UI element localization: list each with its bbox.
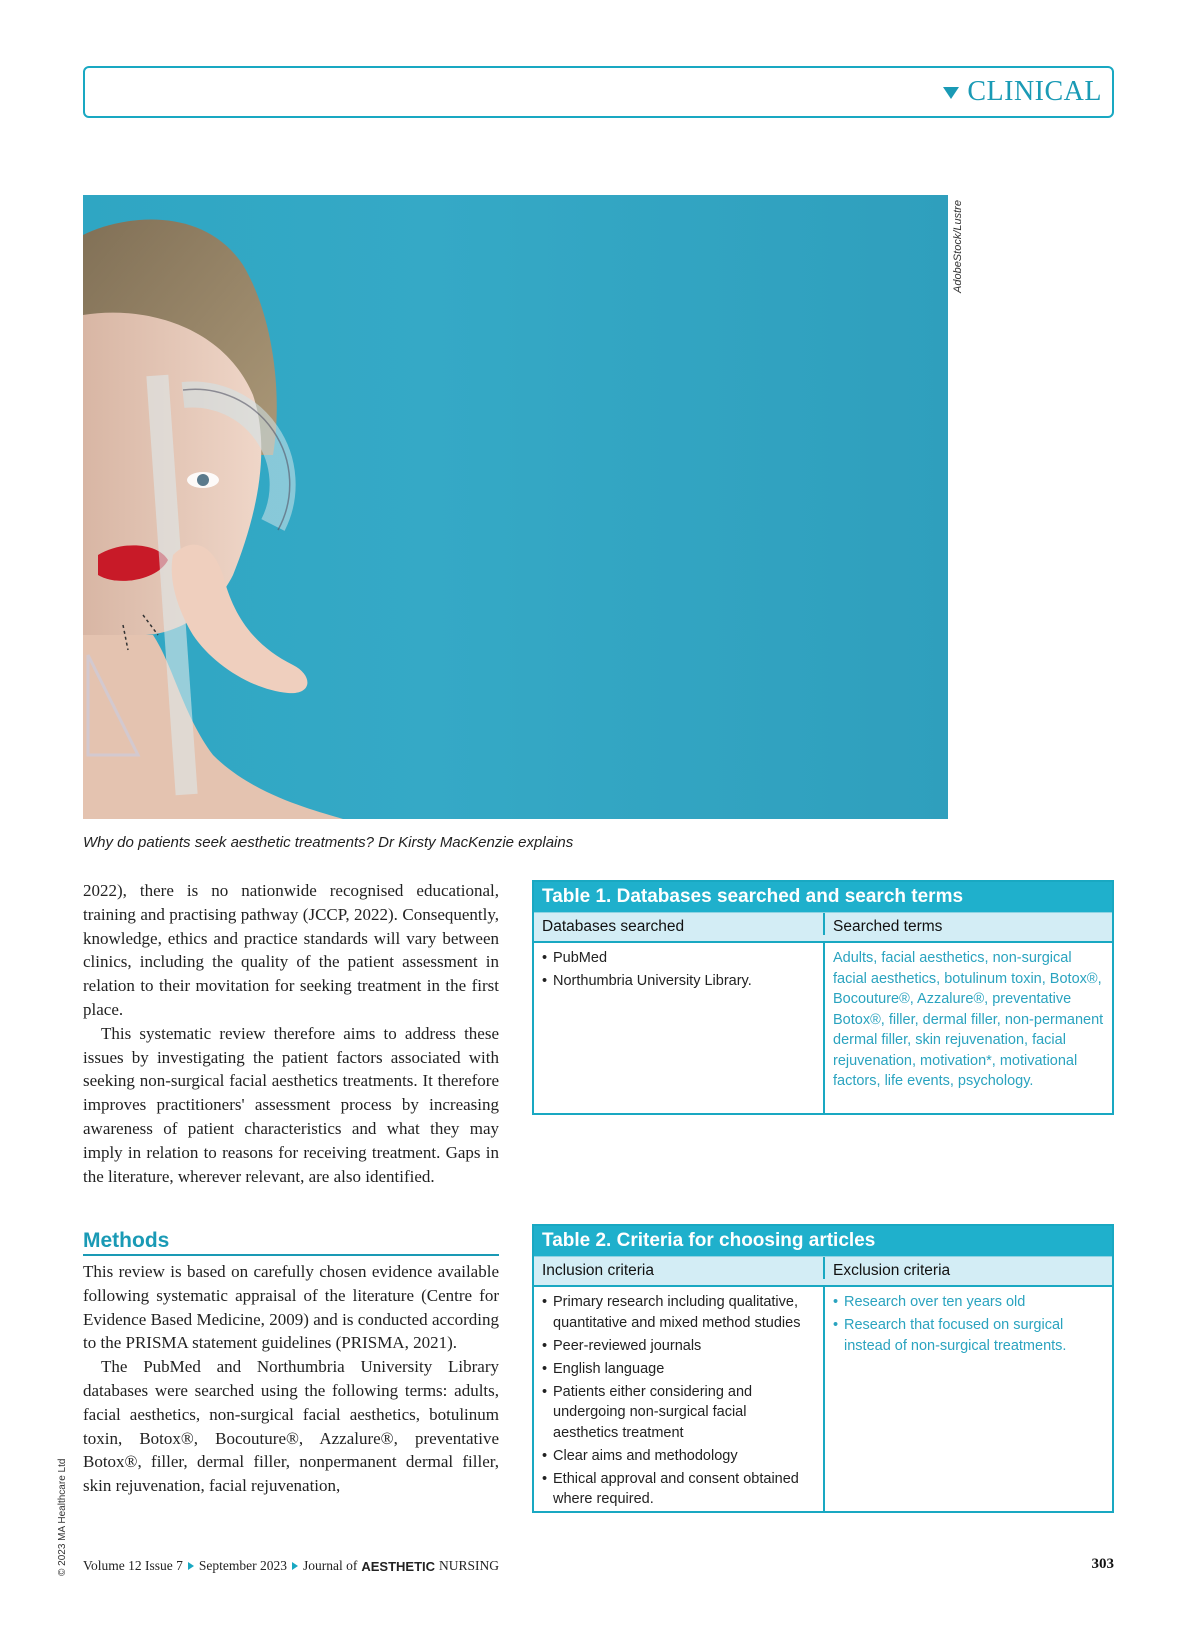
- body-paragraph: This systematic review therefore aims to address these issues by investigating the patient factors associated with seeking non-surgical facial aesthetics treatments. It therefore improves practitioners' assessment process by increasing awareness of patient characteristics and what they may imply in relation to reasons for receiving treatment. Gaps in the literature, wherever relevant, are also identified.: [83, 1023, 499, 1186]
- triangle-down-icon: [943, 87, 959, 99]
- list-item: • Patients either considering and undergoing non-surgical facial aesthetics treatment: [542, 1382, 815, 1444]
- list-item: • Northumbria University Library.: [542, 971, 815, 992]
- list-item: • Primary research including qualitative, quantitative and mixed method studies: [542, 1292, 815, 1333]
- page-number: 303: [1091, 1556, 1114, 1572]
- copyright-text: © 2023 MA Healthcare Ltd: [57, 1458, 68, 1576]
- table-body-row: [534, 943, 1112, 1113]
- image-caption: Why do patients seek aesthetic treatments? Dr Kirsty MacKenzie explains: [83, 834, 574, 851]
- copyright-notice: [56, 1400, 70, 1580]
- hero-illustration: [83, 195, 948, 819]
- triangle-right-icon: [292, 1562, 298, 1570]
- table-cell: [534, 1287, 825, 1511]
- column-header: Inclusion criteria: [534, 1257, 825, 1279]
- methods-heading: Methods: [83, 1228, 499, 1256]
- list-item: • Peer-reviewed journals: [542, 1336, 815, 1357]
- body-paragraph: This review is based on carefully chosen evidence available following systematic appraisal of the literature (Centre for Evidence Based Medicine, 2009) and is conducted according to the PRISMA statement guidelines (PRISMA, 2021).: [83, 1262, 499, 1353]
- triangle-right-icon: [188, 1562, 194, 1570]
- column-header: Searched terms: [833, 918, 943, 935]
- list-item: • PubMed: [542, 948, 815, 969]
- table-cell: [534, 943, 825, 1113]
- body-paragraph: The PubMed and Northumbria University Library databases were searched using the following terms: adults, facial aesthetics, non-surgical facial aesthetics, botulinum toxin, Botox®, Bocouture®, Azzalure®, preventative Botox®, filler, dermal filler, nonpermanent dermal filler, skin rejuvenation, facial rejuvenation,: [83, 1357, 499, 1496]
- section-tag-label: CLINICAL: [967, 76, 1102, 107]
- section-tag: [943, 76, 1102, 108]
- footer-date: September 2023: [198, 1558, 287, 1573]
- hero-image: [83, 195, 948, 819]
- column-header: Exclusion criteria: [833, 1262, 951, 1279]
- table-criteria: [532, 1224, 1114, 1513]
- body-column-top: [83, 879, 499, 1188]
- list-item: • Ethical approval and consent obtained where required.: [542, 1469, 815, 1510]
- footer-journal-prefix: Journal of: [302, 1558, 358, 1573]
- table-header-row: [534, 912, 1112, 943]
- table-cell: Adults, facial aesthetics, non-surgical facial aesthetics, botulinum toxin, Botox®, Bocouture®, Azzalure®, preventative Botox®, filler, dermal filler, non-permanent dermal filler, skin rejuvenation, facial rejuvenation, motivation*, motivational factors, life events, psychology.: [833, 950, 1104, 1089]
- table-title: Table 2. Criteria for choosing articles: [534, 1226, 1112, 1256]
- footer-volume: Volume 12 Issue 7: [83, 1558, 183, 1573]
- photo-credit-text: AdobeStock/Lustre: [952, 200, 964, 293]
- table-cell: [825, 1287, 1112, 1511]
- table-title: Table 1. Databases searched and search terms: [534, 882, 1112, 912]
- list-item: • Clear aims and methodology: [542, 1446, 815, 1467]
- table-header-row: [534, 1256, 1112, 1287]
- table-databases: [532, 880, 1114, 1115]
- list-item: • Research over ten years old: [833, 1292, 1104, 1313]
- photo-credit: [948, 195, 972, 305]
- list-item: • Research that focused on surgical instead of non-surgical treatments.: [833, 1315, 1104, 1356]
- column-header: Databases searched: [534, 913, 825, 935]
- list-item: • English language: [542, 1359, 815, 1380]
- section-header-box: [83, 66, 1114, 118]
- body-paragraph: 2022), there is no nationwide recognised educational, training and practising pathway (JCCP, 2022). Consequently, knowledge, ethics and practice standards will vary between clinics, including the quality of the patient assessment in relation to their movitation for seeking treatment in the first place.: [83, 881, 499, 1019]
- table-body-row: [534, 1287, 1112, 1511]
- page-footer: [83, 1558, 499, 1574]
- footer-journal-suffix: NURSING: [439, 1558, 500, 1573]
- footer-journal-bold: AESTHETIC: [361, 1558, 436, 1574]
- body-column-methods: [83, 1260, 499, 1498]
